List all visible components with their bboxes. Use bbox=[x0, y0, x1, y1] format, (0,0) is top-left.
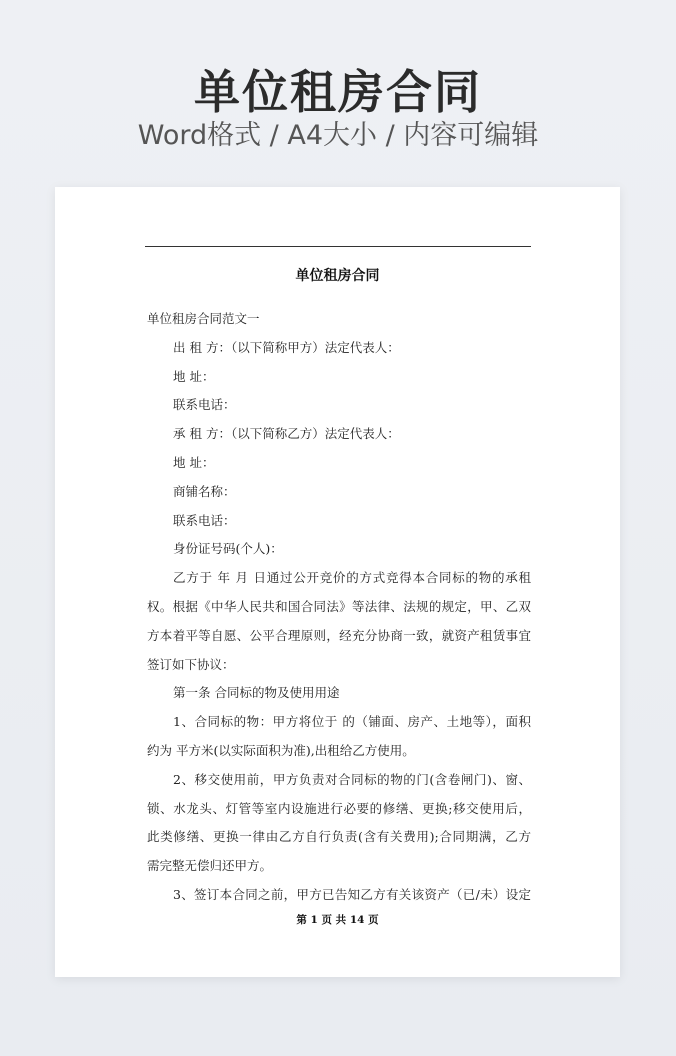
doc-line: 权。根据《中华人民共和国合同法》等法律、法规的规定，甲、乙双 bbox=[147, 598, 531, 614]
doc-line: 1、合同标的物：甲方将位于 的（铺面、房产、土地等），面积 bbox=[173, 714, 531, 730]
doc-line: 地 址： bbox=[173, 368, 215, 384]
doc-line: 承 租 方：（以下简称乙方）法定代表人： bbox=[173, 426, 400, 442]
document-page bbox=[55, 187, 620, 977]
doc-line: 锁、水龙头、灯管等室内设施进行必要的修缮、更换;移交使用后， bbox=[147, 800, 531, 816]
doc-line: 3、签订本合同之前，甲方已告知乙方有关该资产（已/未）设定 bbox=[173, 886, 531, 902]
banner-title: 单位租房合同 bbox=[194, 65, 482, 119]
doc-line: 联系电话： bbox=[173, 512, 236, 528]
doc-line: 方本着平等自愿、公平合理原则，经充分协商一致，就资产租赁事宜 bbox=[147, 627, 531, 643]
doc-line: 2、移交使用前，甲方负责对合同标的物的门(含卷闸门)、窗、 bbox=[173, 771, 531, 787]
doc-line: 身份证号码(个人)： bbox=[173, 541, 283, 557]
document-title: 单位租房合同 bbox=[295, 268, 380, 284]
document-body bbox=[147, 305, 531, 910]
doc-line: 单位租房合同范文一 bbox=[147, 311, 260, 326]
banner bbox=[0, 0, 676, 180]
doc-line: 出 租 方：（以下简称甲方）法定代表人： bbox=[173, 339, 400, 355]
page-number-footer: 第 1 页 共 14 页 bbox=[296, 914, 379, 926]
doc-line: 乙方于 年 月 日通过公开竞价的方式竞得本合同标的物的承租 bbox=[173, 570, 531, 586]
section-heading: 第一条 合同标的物及使用用途 bbox=[173, 685, 340, 701]
doc-line: 需完整无偿归还甲方。 bbox=[147, 858, 273, 874]
header-rule bbox=[145, 246, 531, 247]
doc-line: 此类修缮、更换一律由乙方自行负责(含有关费用);合同期满，乙方 bbox=[147, 829, 531, 845]
doc-line: 约为 平方米(以实际面积为准),出租给乙方使用。 bbox=[147, 742, 415, 758]
banner-subtitle: Word格式 / A4大小 / 内容可编辑 bbox=[137, 120, 539, 151]
doc-line: 商铺名称： bbox=[173, 483, 236, 499]
doc-line: 联系电话： bbox=[173, 397, 236, 413]
doc-line: 签订如下协议： bbox=[147, 656, 235, 672]
doc-line: 地 址： bbox=[173, 454, 215, 470]
